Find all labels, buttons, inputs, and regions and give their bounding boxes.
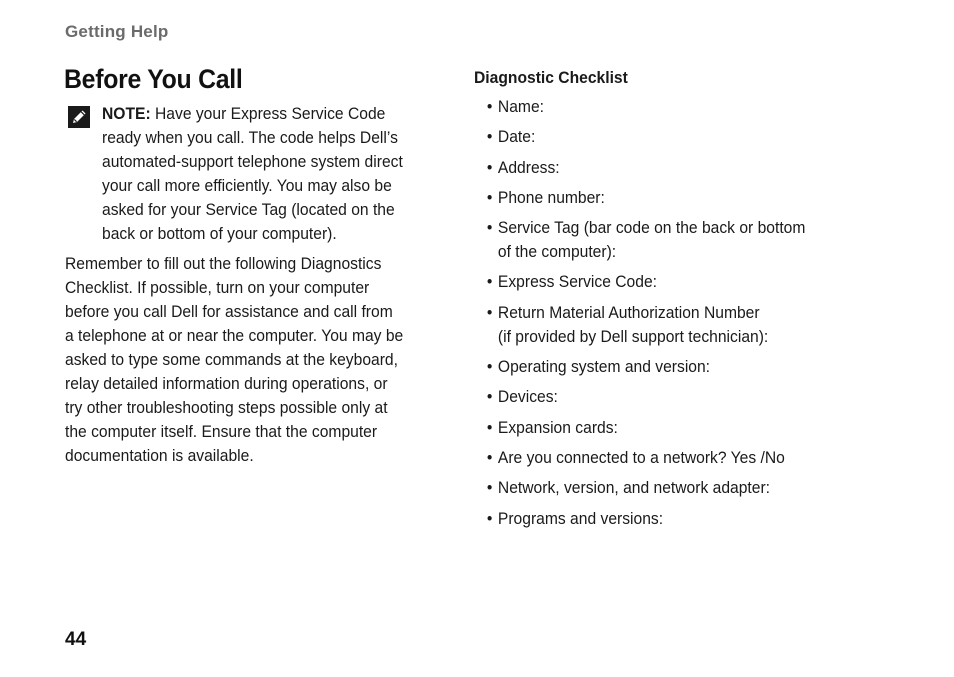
checklist-item [474, 156, 805, 180]
checklist-item-text: Operating system and version: [497, 357, 711, 377]
checklist-item [474, 355, 805, 379]
body-line: the computer itself. Ensure that the computer [65, 422, 378, 441]
checklist-item [474, 507, 805, 531]
note-text [102, 102, 424, 246]
checklist-item-text: Service Tag (bar code on the back or bottom [497, 218, 806, 238]
checklist-item-text: Network, version, and network adapter: [497, 478, 771, 498]
checklist-item [474, 186, 805, 210]
note-line: your call more efficiently. You may also be [102, 176, 392, 195]
checklist-item [474, 125, 805, 149]
checklist-item [474, 301, 805, 349]
checklist-item-text: Address: [497, 157, 560, 177]
checklist-item-text: Programs and versions: [497, 508, 664, 528]
bullet: • [486, 157, 493, 177]
bullet: • [486, 508, 493, 528]
bullet: • [486, 97, 493, 116]
checklist-item-text: Name: [497, 97, 544, 116]
checklist-item-text: (if provided by Dell support technician): [497, 326, 769, 346]
body-line: try other troubleshooting steps possible only at [65, 398, 388, 417]
note-line: asked for your Service Tag (located on the [102, 200, 395, 219]
bullet: • [486, 272, 493, 292]
page-title: Before You Call [64, 64, 243, 94]
bullet: • [486, 447, 493, 467]
bullet: • [486, 302, 493, 322]
checklist-item [474, 216, 805, 264]
body-line: Remember to fill out the following Diagnostics [65, 254, 382, 273]
note-line: NOTE: Have your Express Service Code [102, 104, 386, 123]
bullet: • [486, 387, 493, 407]
note-line: ready when you call. The code helps Dell’s [102, 128, 398, 147]
note-line: back or bottom of your computer). [102, 224, 337, 243]
bullet: • [486, 187, 493, 207]
body-line: documentation is available. [65, 446, 254, 465]
checklist-item-text: of the computer): [497, 242, 617, 262]
note-line: automated-support telephone system direct [102, 152, 403, 171]
bullet: • [486, 218, 493, 238]
checklist-item-text: Are you connected to a network? Yes /No [497, 447, 785, 467]
checklist-item [474, 385, 805, 409]
bullet: • [486, 478, 493, 498]
body-line: relay detailed information during operations, or [65, 374, 388, 393]
diagnostic-checklist [474, 66, 834, 537]
checklist-item-text: Date: [497, 127, 536, 147]
note-label: NOTE: [102, 104, 151, 123]
checklist-item-text: Expansion cards: [497, 417, 618, 437]
body-line: before you call Dell for assistance and call from [65, 302, 393, 321]
checklist-item-text: Phone number: [497, 187, 605, 207]
checklist-item [474, 270, 805, 294]
note-pencil-icon [68, 106, 90, 128]
body-line: Checklist. If possible, turn on your computer [65, 278, 370, 297]
checklist-item [474, 95, 805, 119]
bullet: • [486, 127, 493, 147]
checklist-item-text: Devices: [497, 387, 558, 407]
page-number: 44 [65, 629, 87, 650]
body-line: asked to type some commands at the keyboard, [65, 350, 398, 369]
body-line: a telephone at or near the computer. You may be [65, 326, 404, 345]
checklist-item-text: Return Material Authorization Number [497, 302, 760, 322]
bullet: • [486, 417, 493, 437]
section-header: Getting Help [65, 22, 169, 41]
checklist-list [474, 95, 834, 531]
body-paragraph [65, 252, 403, 468]
checklist-item [474, 416, 805, 440]
checklist-item [474, 446, 805, 470]
checklist-title: Diagnostic Checklist [474, 68, 628, 87]
checklist-item-text: Express Service Code: [497, 272, 657, 292]
checklist-item [474, 476, 805, 500]
bullet: • [486, 357, 493, 377]
